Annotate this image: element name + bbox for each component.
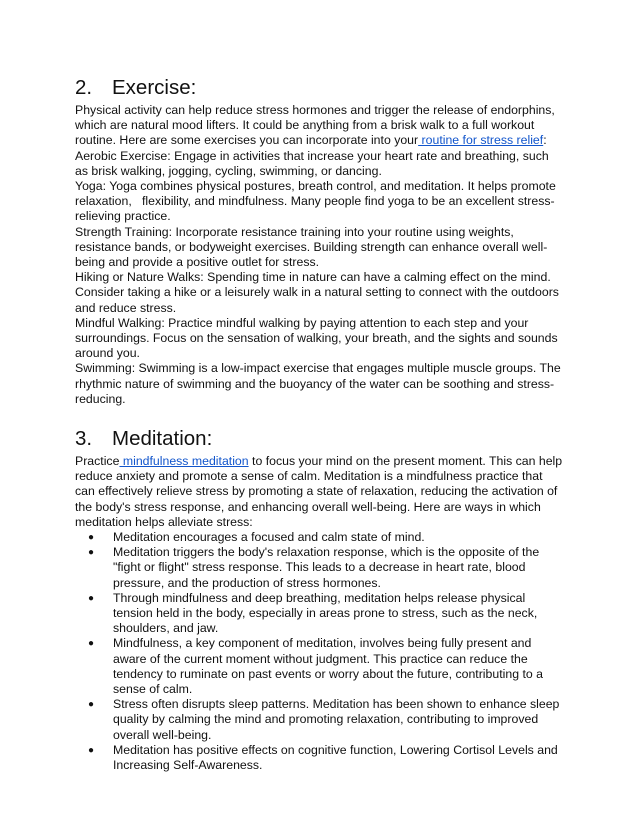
- list-item-text: Meditation encourages a focused and calm state of mind.: [113, 530, 425, 545]
- exercise-item-aerobic: Aerobic Exercise: Engage in activities that increase your heart rate and breathing, such as brisk walking, jogging, cycling, swimming, or dancing.: [75, 148, 549, 178]
- list-item-text: Meditation triggers the body's relaxation response, which is the opposite of the "fight or flight" stress response. This leads to a decrease in heart rate, blood pressure, and the production of stress hormones.: [113, 545, 540, 590]
- bullet-icon: ●: [88, 638, 95, 650]
- section-heading-meditation: [75, 427, 212, 451]
- intro-text: Practice: [75, 454, 120, 468]
- mindfulness-meditation-link[interactable]: mindfulness meditation: [119, 454, 249, 468]
- bullet-icon: ●: [88, 699, 95, 711]
- section-title: Exercise:: [112, 76, 197, 99]
- list-item: [75, 591, 565, 637]
- section-heading-exercise: [75, 76, 196, 100]
- intro-text-end: :: [543, 133, 547, 148]
- intro-text: Physical activity can help reduce stress hormones and trigger the release of endorphins, which are natural mood lifters. It could be anything from a brisk walk to a full workout routine. Here are some exercises you can incorporate into your: [75, 103, 555, 148]
- section-number: 3.: [75, 427, 93, 450]
- list-item: [75, 743, 565, 773]
- section-number: 2.: [75, 76, 93, 99]
- list-item: [75, 697, 565, 743]
- meditation-intro-paragraph: [75, 454, 565, 530]
- bullet-icon: ●: [88, 592, 95, 604]
- list-item: [75, 545, 565, 591]
- exercise-section-body: [75, 103, 565, 407]
- list-item-text: Through mindfulness and deep breathing, meditation helps release physical tension held in the body, especially in areas prone to stress, such as the neck, shoulders, and jaw.: [113, 590, 538, 636]
- meditation-section-body: [75, 454, 565, 773]
- list-item-text: Stress often disrupts sleep patterns. Meditation has been shown to enhance sleep quality by calming the mind and promoting relaxation, contributing to improved overall well-being.: [113, 697, 560, 742]
- exercise-intro-paragraph: [75, 103, 565, 149]
- bullet-icon: ●: [88, 744, 95, 756]
- routine-for-stress-relief-link[interactable]: routine for stress relief: [418, 133, 544, 148]
- meditation-benefits-list: [75, 530, 565, 773]
- exercise-item-mindful-walking: Mindful Walking: Practice mindful walking by paying attention to each step and your surroundings. Focus on the sensation of walking, your breath, and the sights and sounds around you.: [75, 315, 558, 361]
- list-item-text: Mindfulness, a key component of meditation, involves being fully present and aware of the current moment without judgment. This practice can reduce the tendency to ruminate on past events or worry about the future, contributing to a sense of calm.: [113, 636, 543, 697]
- exercise-item-hiking: Hiking or Nature Walks: Spending time in nature can have a calming effect on the mind. Consider taking a hike or a leisurely walk in a natural setting to connect with the outdoors and reduce stress.: [75, 270, 559, 315]
- list-item: [75, 636, 565, 697]
- exercise-item-swimming: Swimming: Swimming is a low-impact exercise that engages multiple muscle groups. The rhythmic nature of swimming and the buoyancy of the water can be soothing and stress-reducing.: [75, 361, 561, 406]
- list-item-text: Meditation has positive effects on cognitive function, Lowering Cortisol Levels and Increasing Self-Awareness.: [113, 742, 558, 773]
- exercise-item-yoga: Yoga: Yoga combines physical postures, breath control, and meditation. It helps promote relaxation, flexibility, and mindfulness. Many people find yoga to be an excellent stress-relieving practice.: [75, 179, 560, 224]
- section-title: Meditation:: [112, 427, 213, 450]
- bullet-icon: ●: [88, 547, 95, 559]
- intro-text-end: to focus your mind on the present moment. This can help reduce anxiety and promote a sense of calm. Meditation is a mindfulness practice that can effectively relieve stress by promoting a state of relaxation, reducing the activation of the body's stress response, and enhancing overall well-being. Here are ways in which meditation helps alleviate stress:: [75, 454, 563, 529]
- bullet-icon: ●: [88, 532, 95, 544]
- list-item: [75, 530, 565, 545]
- exercise-item-strength-training: Strength Training: Incorporate resistance training into your routine using weights, resistance bands, or bodyweight exercises. Building strength can enhance overall well-being and provide a positive outlet for stress.: [75, 224, 548, 270]
